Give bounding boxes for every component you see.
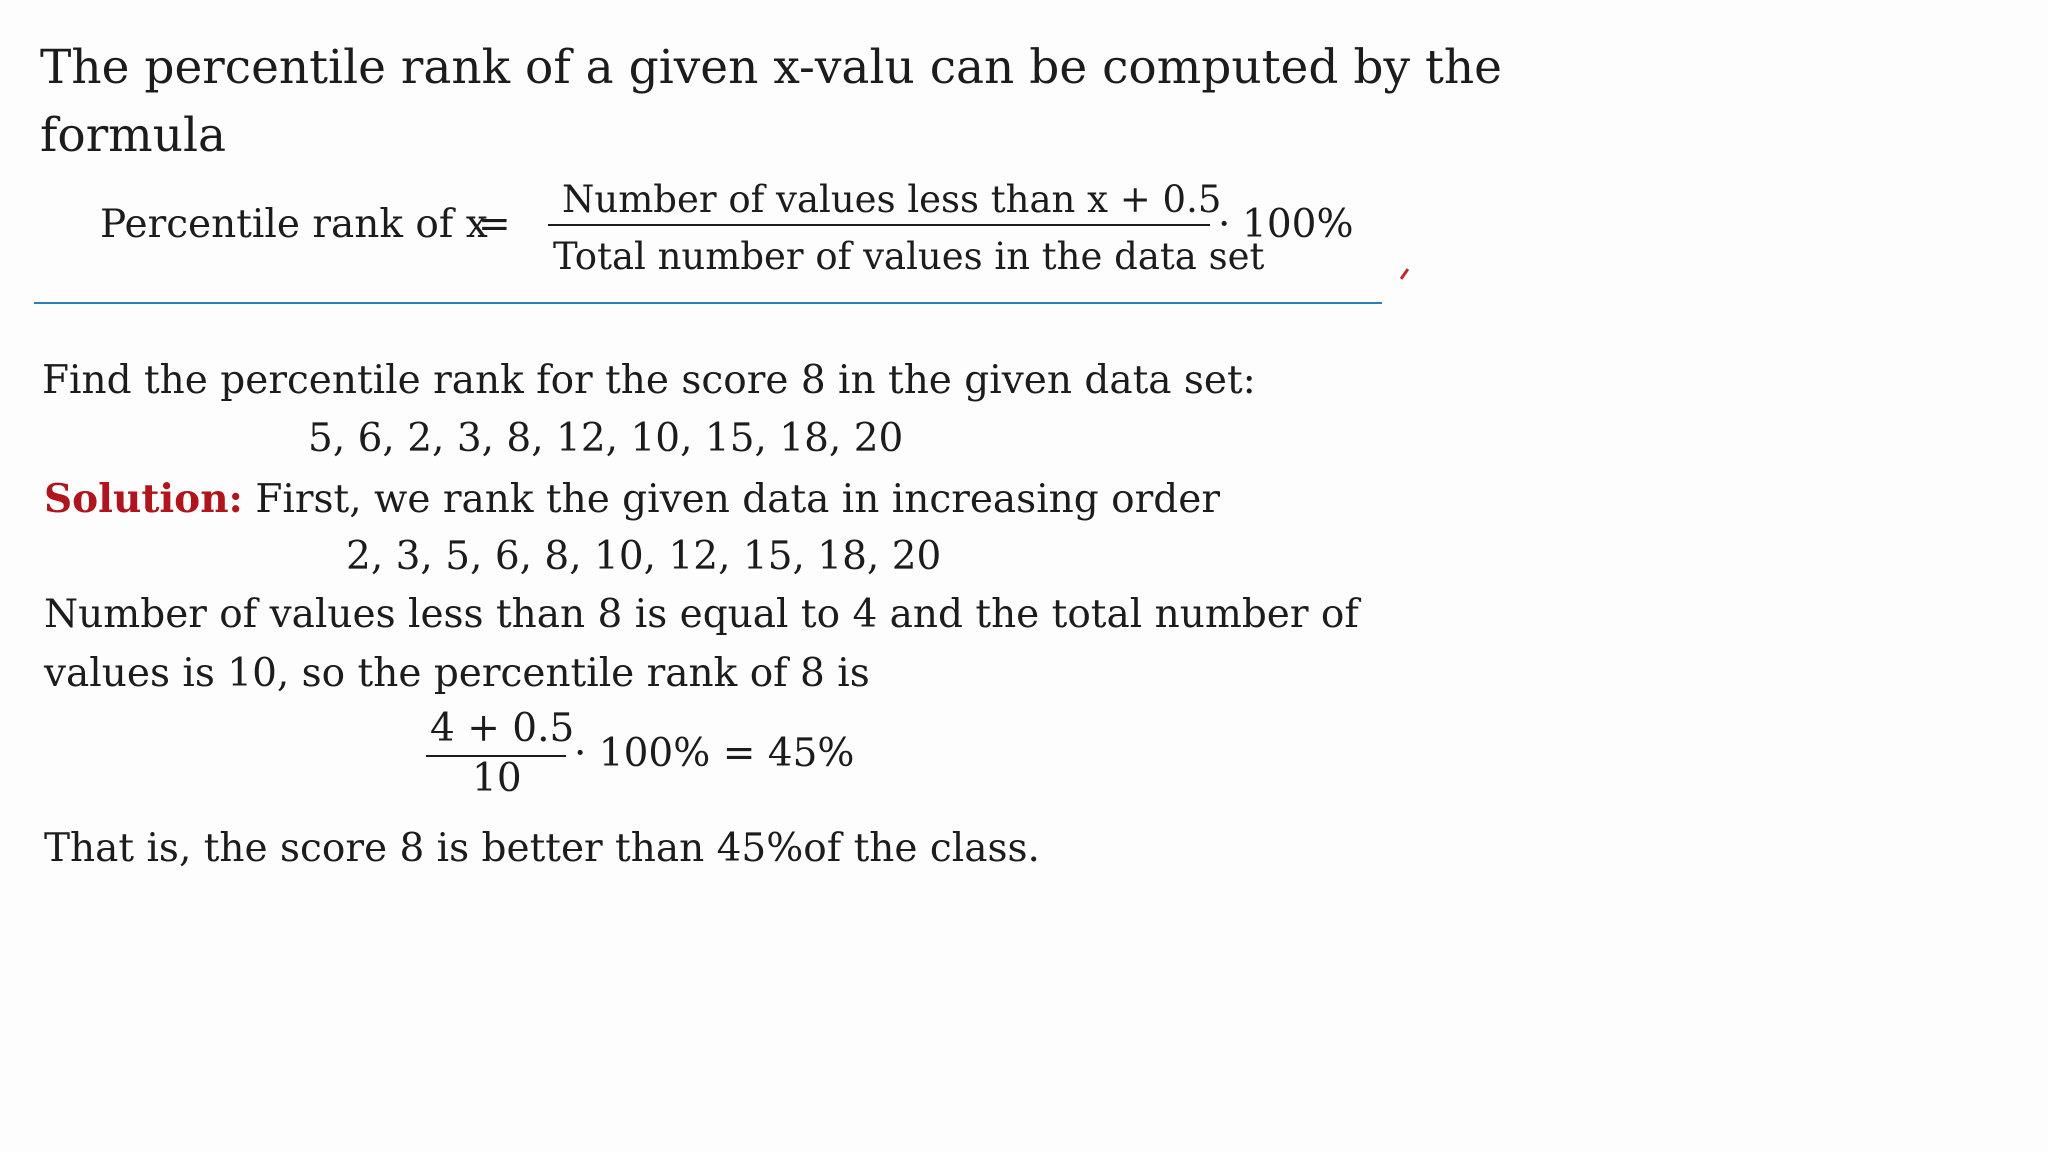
problem-statement: Find the percentile rank for the score 8 in the given data set: bbox=[42, 358, 1256, 403]
formula-percent: 100% bbox=[1242, 202, 1354, 247]
calc-numerator: 4 + 0.5 bbox=[430, 706, 575, 751]
formula-lhs: Percentile rank of x bbox=[100, 202, 488, 247]
intro-line-1: The percentile rank of a given x-valu can be computed by the bbox=[40, 40, 1502, 95]
calc-denominator: 10 bbox=[472, 756, 522, 801]
tick-mark bbox=[1400, 268, 1409, 280]
solution-label: Solution: bbox=[44, 476, 243, 522]
calc-result: · 100% = 45% bbox=[574, 731, 855, 776]
problem-data-set: 5, 6, 2, 3, 8, 12, 10, 15, 18, 20 bbox=[308, 416, 904, 461]
formula-denominator: Total number of values in the data set bbox=[553, 235, 1265, 278]
solution-line bbox=[44, 476, 1220, 522]
section-divider bbox=[34, 302, 1382, 304]
conclusion: That is, the score 8 is better than 45%of the class. bbox=[44, 826, 1040, 871]
solution-text: First, we rank the given data in increasing order bbox=[255, 477, 1220, 522]
formula-times: · bbox=[1218, 202, 1231, 247]
explanation-line-2: values is 10, so the percentile rank of 8 is bbox=[44, 651, 870, 696]
intro-line-2: formula bbox=[40, 108, 227, 163]
formula-numerator: Number of values less than x + 0.5 bbox=[562, 178, 1222, 221]
formula-fraction-bar bbox=[548, 224, 1210, 226]
formula-equals: = bbox=[478, 202, 511, 247]
ranked-data-set: 2, 3, 5, 6, 8, 10, 12, 15, 18, 20 bbox=[346, 534, 942, 579]
explanation-line-1: Number of values less than 8 is equal to 4 and the total number of bbox=[44, 592, 1359, 637]
